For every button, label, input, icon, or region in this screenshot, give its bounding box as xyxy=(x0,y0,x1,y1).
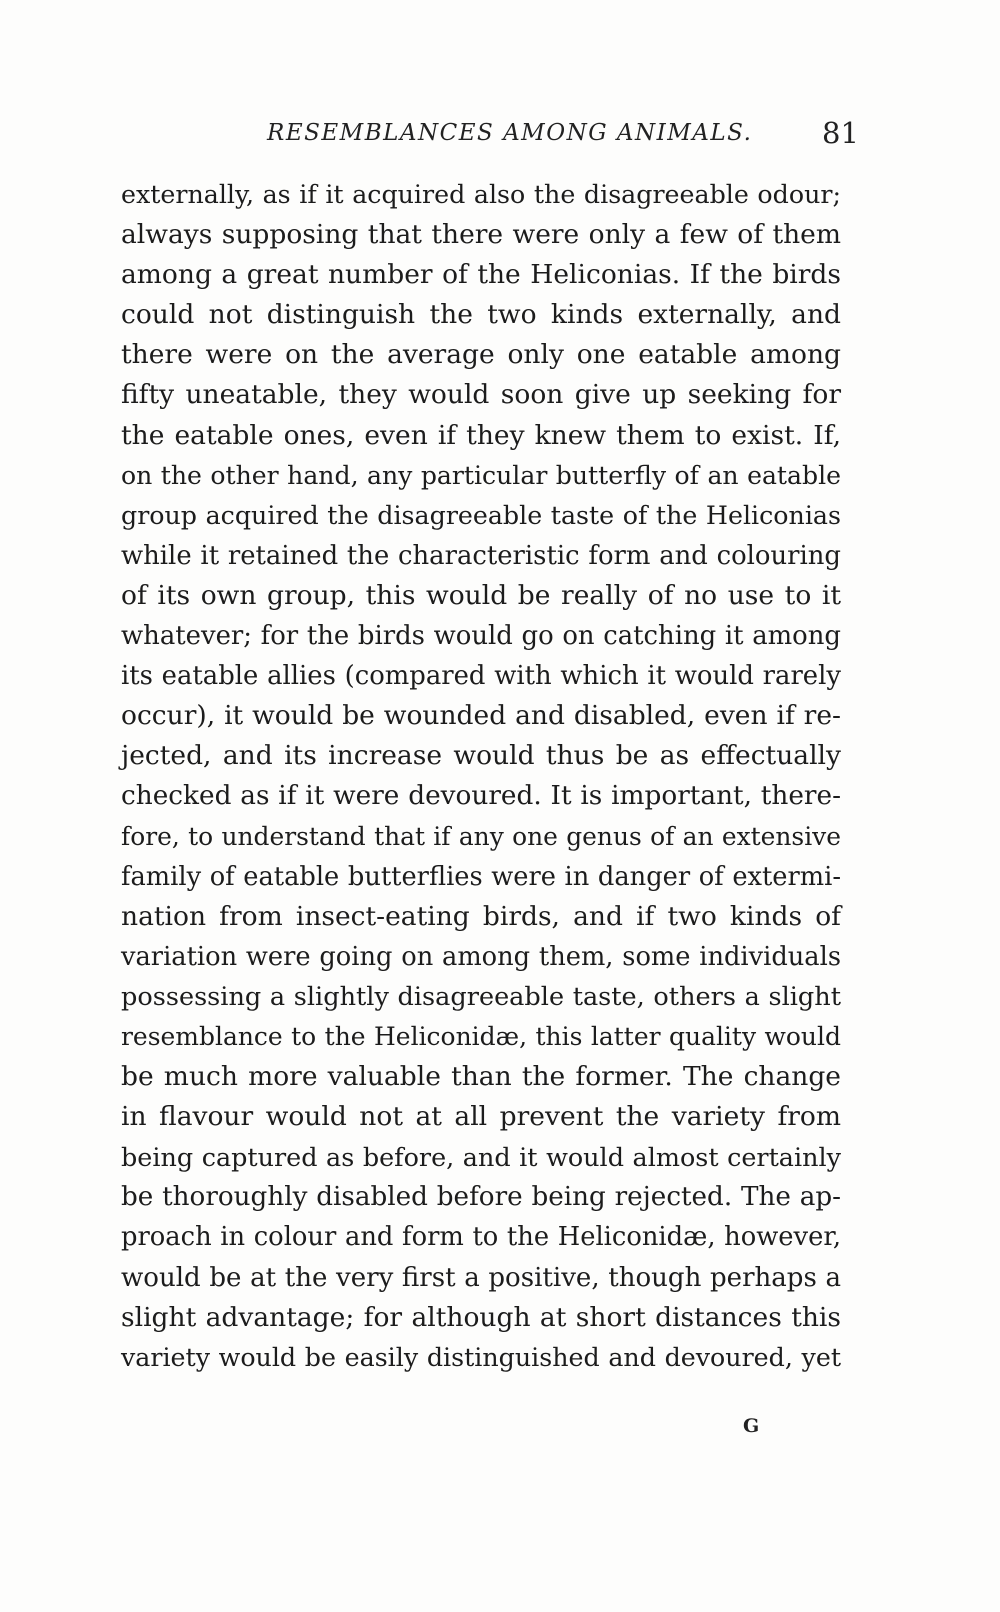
running-head: RESEMBLANCES AMONG ANIMALS. xyxy=(267,120,753,146)
text-line: fifty uneatable, they would soon give up seeking for xyxy=(121,379,841,411)
text-line: whatever; for the birds would go on catching it among xyxy=(121,621,841,652)
text-line: while it retained the characteristic form and colouring xyxy=(121,540,841,571)
text-line: slight advantage; for although at short distances this xyxy=(121,1301,841,1333)
text-line: there were on the average only one eatable among xyxy=(121,339,841,371)
text-line: occur), it would be wounded and disabled, even if re- xyxy=(121,700,841,732)
text-line: checked as if it were devoured. It is important, there- xyxy=(121,781,841,812)
body-text xyxy=(121,175,841,1378)
text-line: fore, to understand that if any one genus of an extensive xyxy=(121,821,841,851)
text-line: variety would be easily distinguished and devoured, yet xyxy=(121,1342,841,1372)
text-line: externally, as if it acquired also the disagreeable odour; xyxy=(121,180,841,209)
text-line: among a great number of the Heliconias. If the birds xyxy=(121,259,841,291)
text-line: always supposing that there were only a few of them xyxy=(121,219,841,251)
text-line: being captured as before, and it would almost certainly xyxy=(121,1142,841,1173)
text-line: could not distinguish the two kinds externally, and xyxy=(121,299,841,331)
text-line: in flavour would not at all prevent the variety from xyxy=(121,1101,841,1133)
text-line: nation from insect-eating birds, and if two kinds of xyxy=(121,900,841,932)
signature-mark: G xyxy=(743,1415,760,1437)
text-line: of its own group, this would be really of no use to it xyxy=(121,579,841,611)
text-line: family of eatable butterflies were in danger of extermi- xyxy=(121,861,841,892)
text-line: the eatable ones, even if they knew them to exist. If, xyxy=(121,419,841,451)
text-line: resemblance to the Heliconidæ, this latter quality would xyxy=(121,1021,841,1051)
text-line: possessing a slightly disagreeable taste, others a slight xyxy=(121,981,841,1012)
text-line: on the other hand, any particular butterfly of an eatable xyxy=(121,460,841,490)
text-line: group acquired the disagreeable taste of the Heliconias xyxy=(121,500,841,530)
text-line: be much more valuable than the former. The change xyxy=(121,1061,841,1093)
text-line: would be at the very first a positive, though perhaps a xyxy=(121,1262,841,1293)
text-line: variation were going on among them, some individuals xyxy=(121,941,841,972)
text-line: jected, and its increase would thus be as effectually xyxy=(121,740,841,772)
text-line: be thoroughly disabled before being rejected. The ap- xyxy=(121,1182,841,1213)
text-line: its eatable allies (compared with which it would rarely xyxy=(121,661,841,692)
page-number: 81 xyxy=(822,116,859,150)
text-line: proach in colour and form to the Heliconidæ, however, xyxy=(121,1222,841,1253)
